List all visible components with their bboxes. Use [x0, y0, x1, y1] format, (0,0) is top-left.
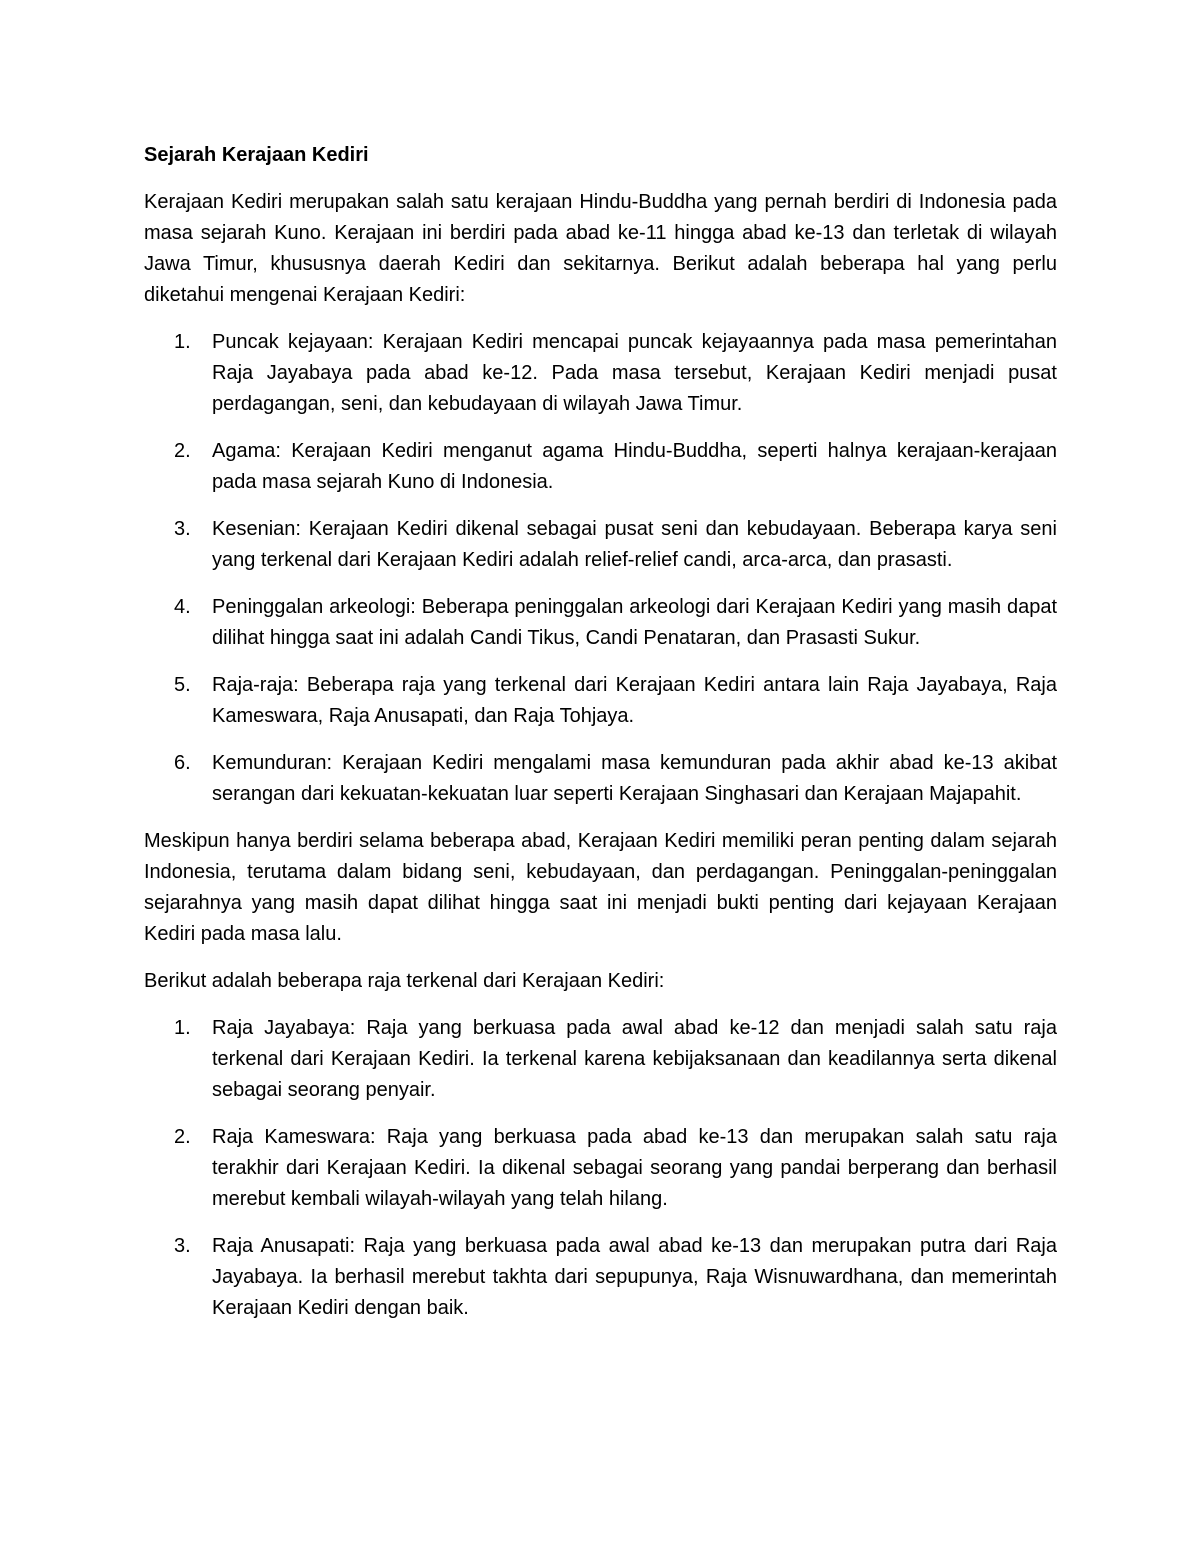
list-item: [144, 514, 1057, 576]
document-page: [144, 140, 1057, 1340]
list-item-text: Puncak kejayaan: Kerajaan Kediri mencapai puncak kejayaannya pada masa pemerintahan Raja Jayabaya pada abad ke-12. Pada masa tersebut, Kerajaan Kediri menjadi pusat perdagangan, seni, dan kebudayaan di wilayah Jawa Timur.: [212, 331, 1057, 415]
document-title: Sejarah Kerajaan Kediri: [144, 144, 369, 166]
list-item: [144, 1231, 1057, 1324]
list-item-text: Raja Jayabaya: Raja yang berkuasa pada awal abad ke-12 dan menjadi salah satu raja terkenal dari Kerajaan Kediri. Ia terkenal karena kebijaksanaan dan keadilannya serta dikenal sebagai seorang penyair.: [212, 1017, 1057, 1101]
list-item: [144, 327, 1057, 420]
list-item: [144, 1013, 1057, 1106]
list-item: [144, 436, 1057, 498]
list-number: 6.: [174, 752, 191, 774]
kings-intro-paragraph: Berikut adalah beberapa raja terkenal dari Kerajaan Kediri:: [144, 970, 665, 992]
list-number: 5.: [174, 674, 191, 696]
facts-list: [144, 327, 1057, 810]
summary-paragraph: Meskipun hanya berdiri selama beberapa abad, Kerajaan Kediri memiliki peran penting dalam sejarah Indonesia, terutama dalam bidang seni, kebudayaan, dan perdagangan. Peninggalan-peninggalan sejarahnya yang masih dapat dilihat hingga saat ini menjadi bukti penting dari kejayaan Kerajaan Kediri pada masa lalu.: [144, 830, 1057, 945]
list-number: 3.: [174, 518, 191, 540]
list-item-text: Kemunduran: Kerajaan Kediri mengalami masa kemunduran pada akhir abad ke-13 akibat serangan dari kekuatan-kekuatan luar seperti Kerajaan Singhasari dan Kerajaan Majapahit.: [212, 752, 1057, 805]
list-item-text: Raja Kameswara: Raja yang berkuasa pada abad ke-13 dan merupakan salah satu raja terakhir dari Kerajaan Kediri. Ia dikenal sebagai seorang yang pandai berperang dan berhasil merebut kembali wilayah-wilayah yang telah hilang.: [212, 1126, 1057, 1210]
list-item: [144, 670, 1057, 732]
list-number: 1.: [174, 331, 191, 353]
list-item: [144, 1122, 1057, 1215]
list-number: 2.: [174, 1126, 191, 1148]
list-item-text: Agama: Kerajaan Kediri menganut agama Hindu-Buddha, seperti halnya kerajaan-kerajaan pada masa sejarah Kuno di Indonesia.: [212, 440, 1057, 493]
list-item-text: Raja-raja: Beberapa raja yang terkenal dari Kerajaan Kediri antara lain Raja Jayabaya, Raja Kameswara, Raja Anusapati, dan Raja Tohjaya.: [212, 674, 1057, 727]
list-item-text: Raja Anusapati: Raja yang berkuasa pada awal abad ke-13 dan merupakan putra dari Raja Jayabaya. Ia berhasil merebut takhta dari sepupunya, Raja Wisnuwardhana, dan memerintah Kerajaan Kediri dengan baik.: [212, 1235, 1057, 1319]
kings-list: [144, 1013, 1057, 1324]
list-number: 3.: [174, 1235, 191, 1257]
list-number: 1.: [174, 1017, 191, 1039]
intro-paragraph: Kerajaan Kediri merupakan salah satu kerajaan Hindu-Buddha yang pernah berdiri di Indonesia pada masa sejarah Kuno. Kerajaan ini berdiri pada abad ke-11 hingga abad ke-13 dan terletak di wilayah Jawa Timur, khususnya daerah Kediri dan sekitarnya. Berikut adalah beberapa hal yang perlu diketahui mengenai Kerajaan Kediri:: [144, 191, 1057, 306]
list-item-text: Peninggalan arkeologi: Beberapa peninggalan arkeologi dari Kerajaan Kediri yang masih dapat dilihat hingga saat ini adalah Candi Tikus, Candi Penataran, dan Prasasti Sukur.: [212, 596, 1057, 649]
list-item-text: Kesenian: Kerajaan Kediri dikenal sebagai pusat seni dan kebudayaan. Beberapa karya seni yang terkenal dari Kerajaan Kediri adalah relief-relief candi, arca-arca, dan prasasti.: [212, 518, 1057, 571]
list-number: 2.: [174, 440, 191, 462]
list-item: [144, 592, 1057, 654]
list-number: 4.: [174, 596, 191, 618]
list-item: [144, 748, 1057, 810]
